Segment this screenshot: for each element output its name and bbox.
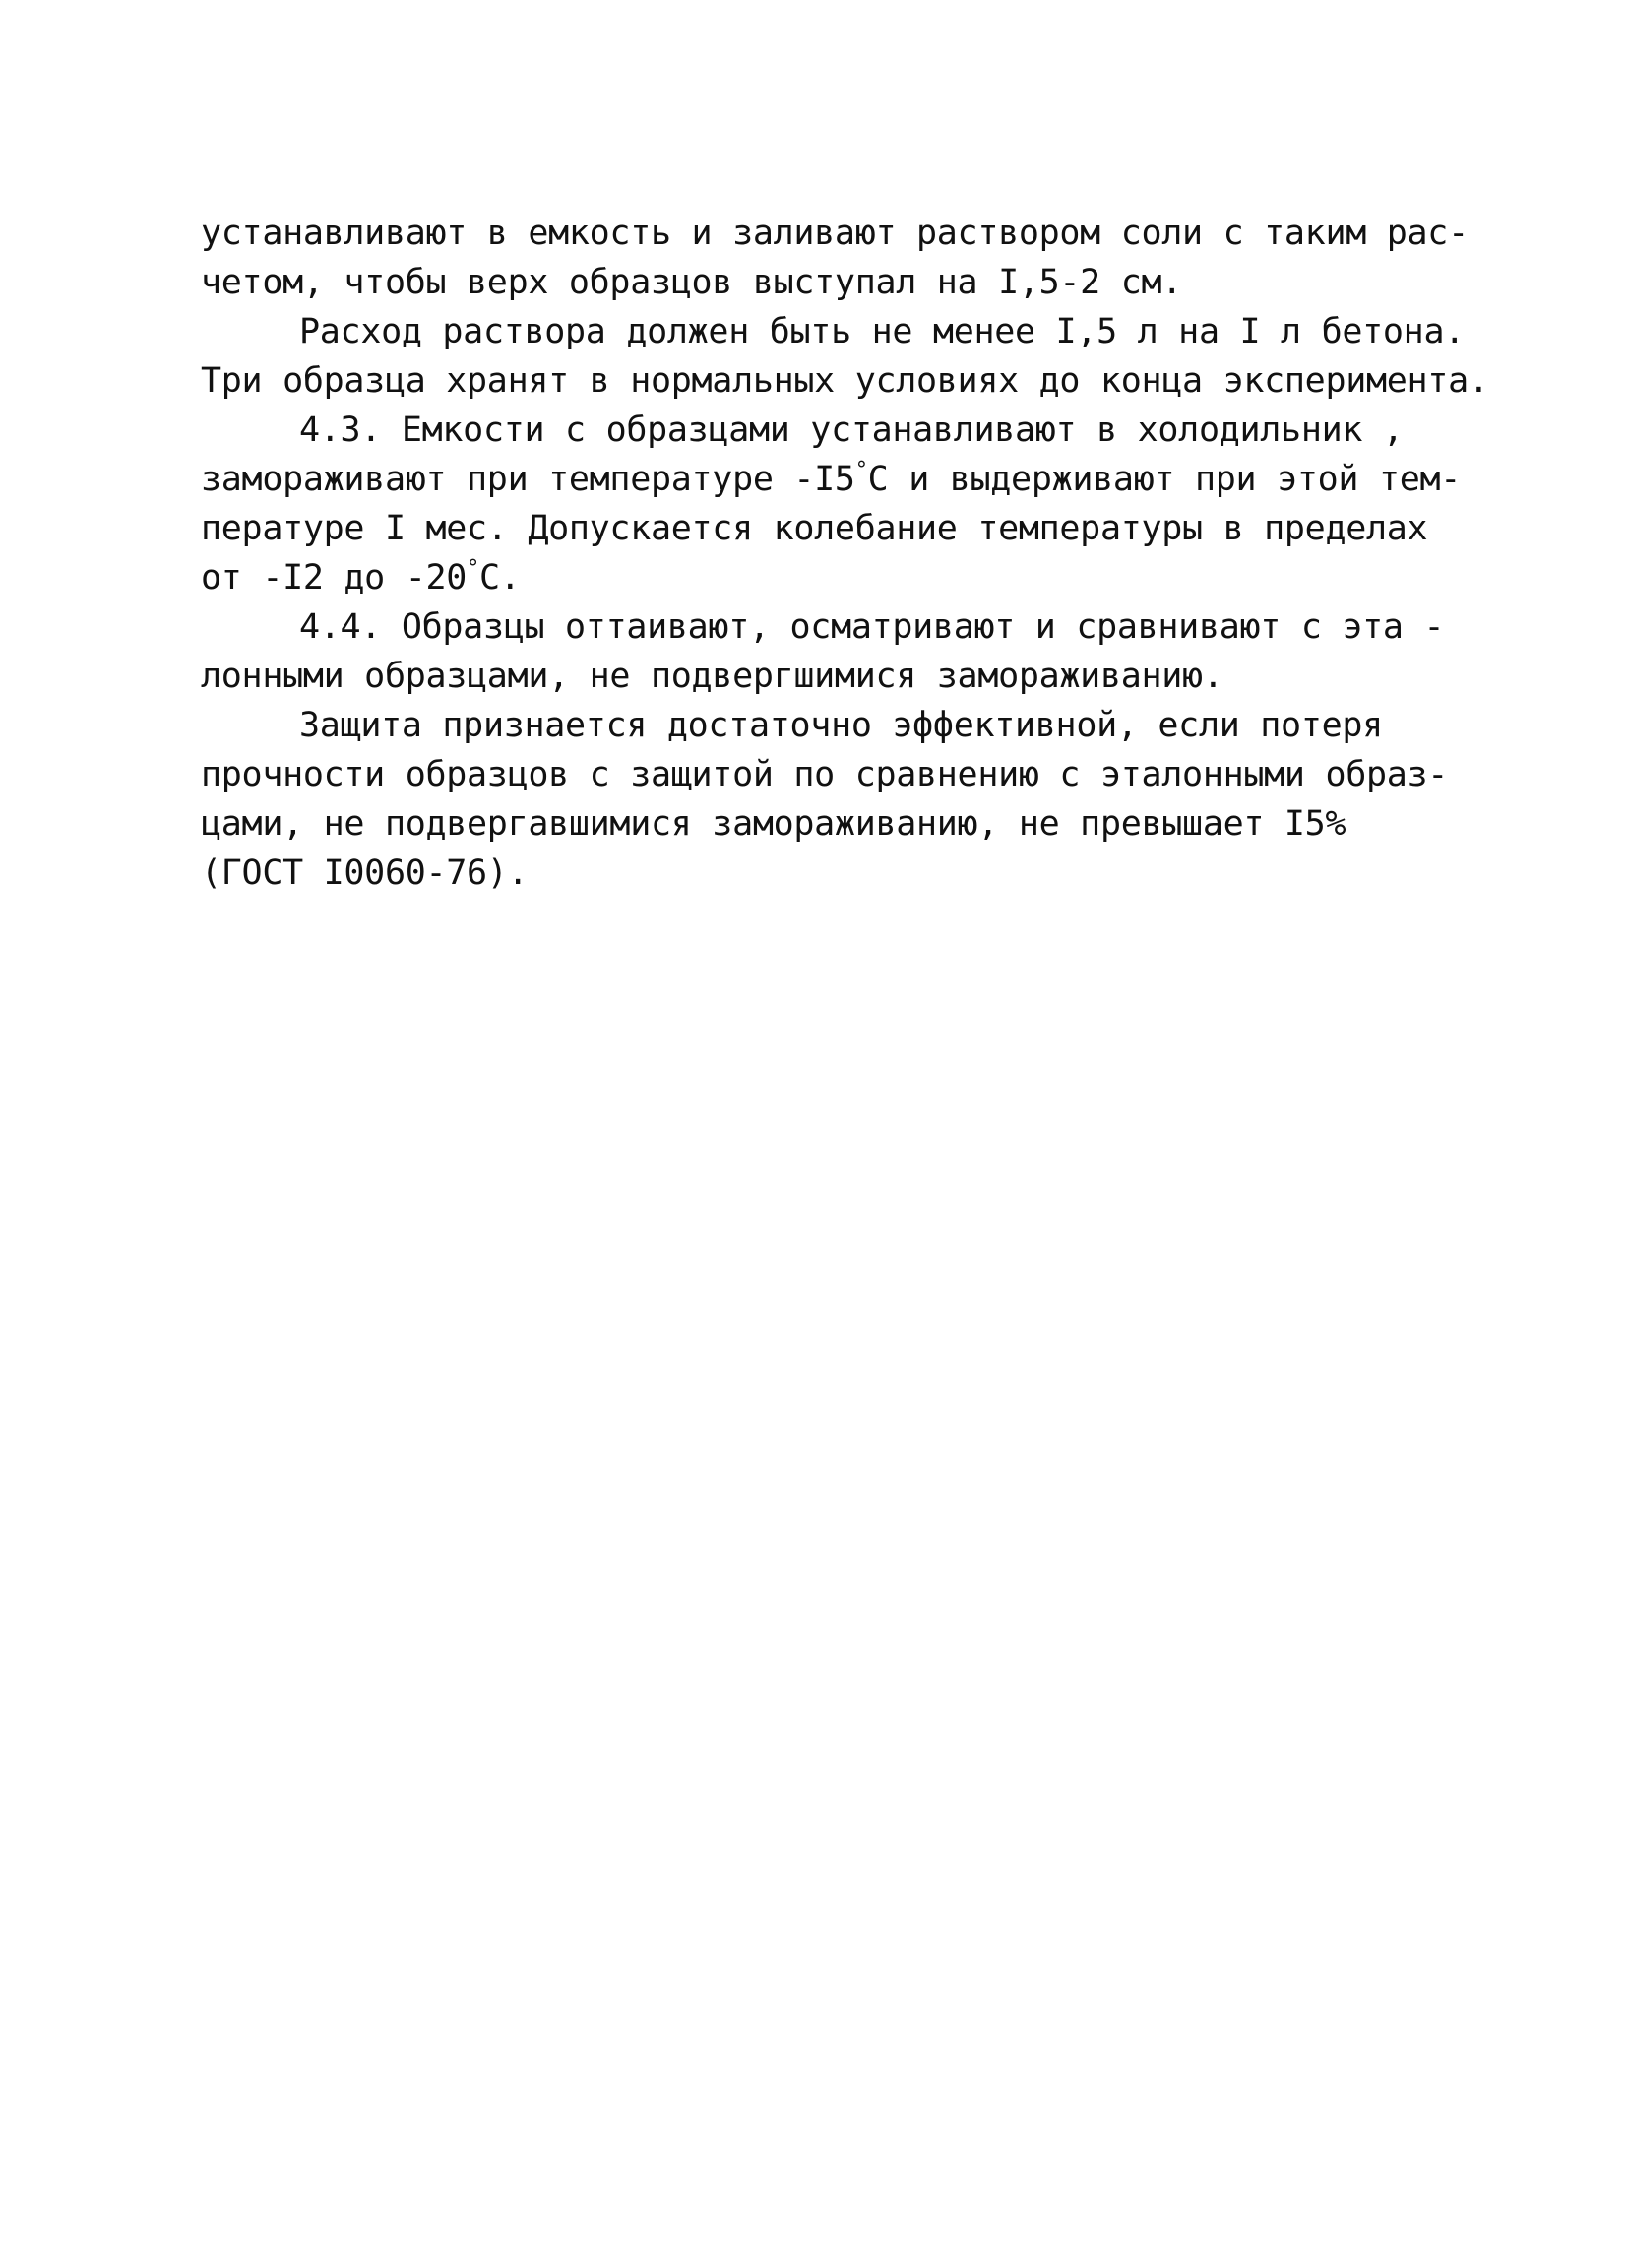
text-line: устанавливают в емкость и заливают раствором соли с таким рас- — [201, 214, 1469, 253]
text-line — [201, 455, 1462, 504]
text-segment: от -I2 до -20 — [201, 558, 468, 598]
degree-sign: ° — [854, 458, 868, 482]
text-line: Три образца хранят в нормальных условиях до конца эксперимента. — [201, 361, 1489, 401]
text-line: четом, чтобы верх образцов выступал на I,5-2 см. — [201, 263, 1183, 302]
text-line: цами, не подвергавшимися замораживанию, не превышает I5% — [201, 804, 1346, 844]
text-line: прочности образцов с защитой по сравнению с эталонными образ- — [201, 755, 1449, 794]
document-body — [201, 209, 1489, 898]
text-line: пературе I мес. Допускается колебание температуры в пределах — [201, 509, 1428, 548]
text-line: лонными образцами, не подвергшимися замораживанию. — [201, 657, 1223, 696]
section-4-4-line: 4.4. Образцы оттаивают, осматривают и сравнивают с эта - — [299, 607, 1445, 647]
text-segment: замораживают при температуре -I5 — [201, 460, 855, 499]
section-4-3-line: 4.3. Емкости с образцами устанавливают в холодильник , — [299, 410, 1404, 450]
text-line: (ГОСТ I0060-76). — [201, 853, 529, 893]
text-segment: С и выдерживают при этой тем- — [867, 460, 1462, 499]
text-line — [201, 553, 1441, 602]
text-line: Защита признается достаточно эффективной, если потеря — [299, 706, 1383, 745]
degree-sign: ° — [467, 556, 479, 581]
text-segment: С. — [479, 558, 521, 598]
text-line: Расход раствора должен быть не менее I,5 л на I л бетона. — [299, 312, 1465, 351]
